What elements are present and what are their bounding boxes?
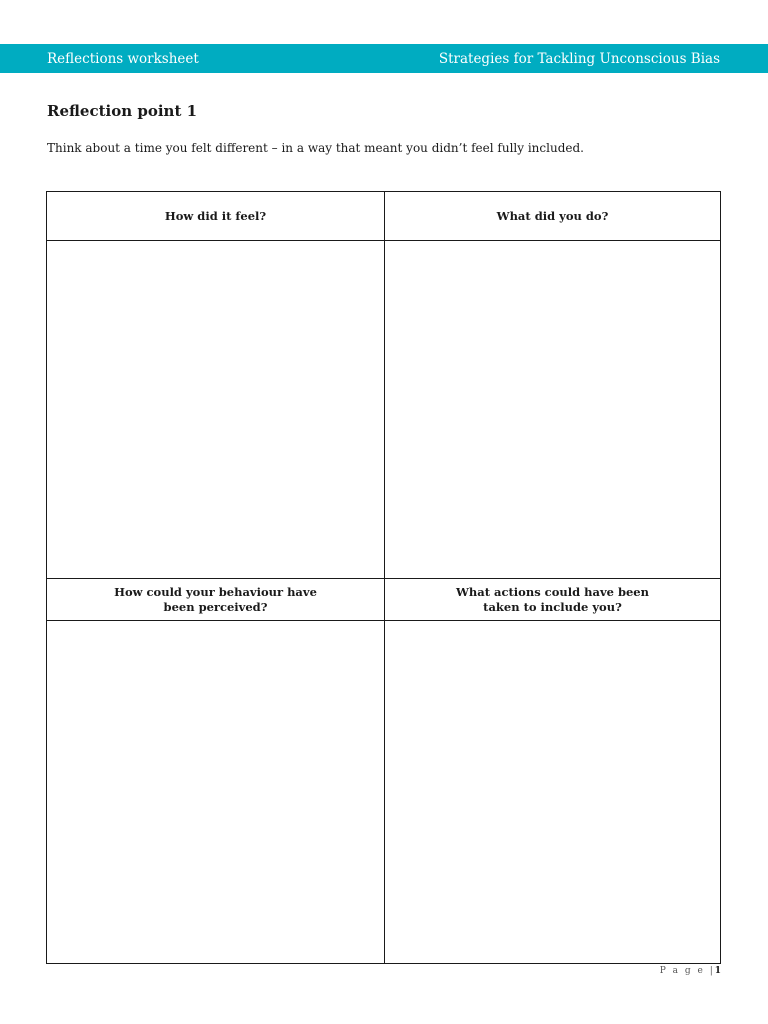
- heading-actions-to-include: What actions could have been taken to include you?: [456, 584, 649, 614]
- page-footer: [660, 966, 721, 976]
- heading-what-did-you-do: What did you do?: [496, 208, 609, 223]
- answer-area-feel[interactable]: [47, 241, 383, 578]
- page-number: 1: [714, 966, 721, 976]
- course-title: Strategies for Tackling Unconscious Bias: [438, 51, 720, 67]
- answer-area-perceived[interactable]: [47, 621, 383, 963]
- answer-area-actions[interactable]: [385, 241, 721, 578]
- heading-behaviour-perceived: How could your behaviour have been perceived?: [114, 584, 317, 614]
- heading-how-did-it-feel: How did it feel?: [164, 208, 267, 223]
- section-title: Reflection point 1: [47, 102, 198, 120]
- worksheet-title: Reflections worksheet: [47, 51, 199, 67]
- reflection-prompt: Think about a time you felt different – in a way that meant you didn’t feel fully included.: [47, 141, 584, 155]
- reflection-table: [46, 191, 721, 964]
- page-label: P a g e |: [659, 966, 715, 976]
- answer-area-include[interactable]: [385, 621, 721, 963]
